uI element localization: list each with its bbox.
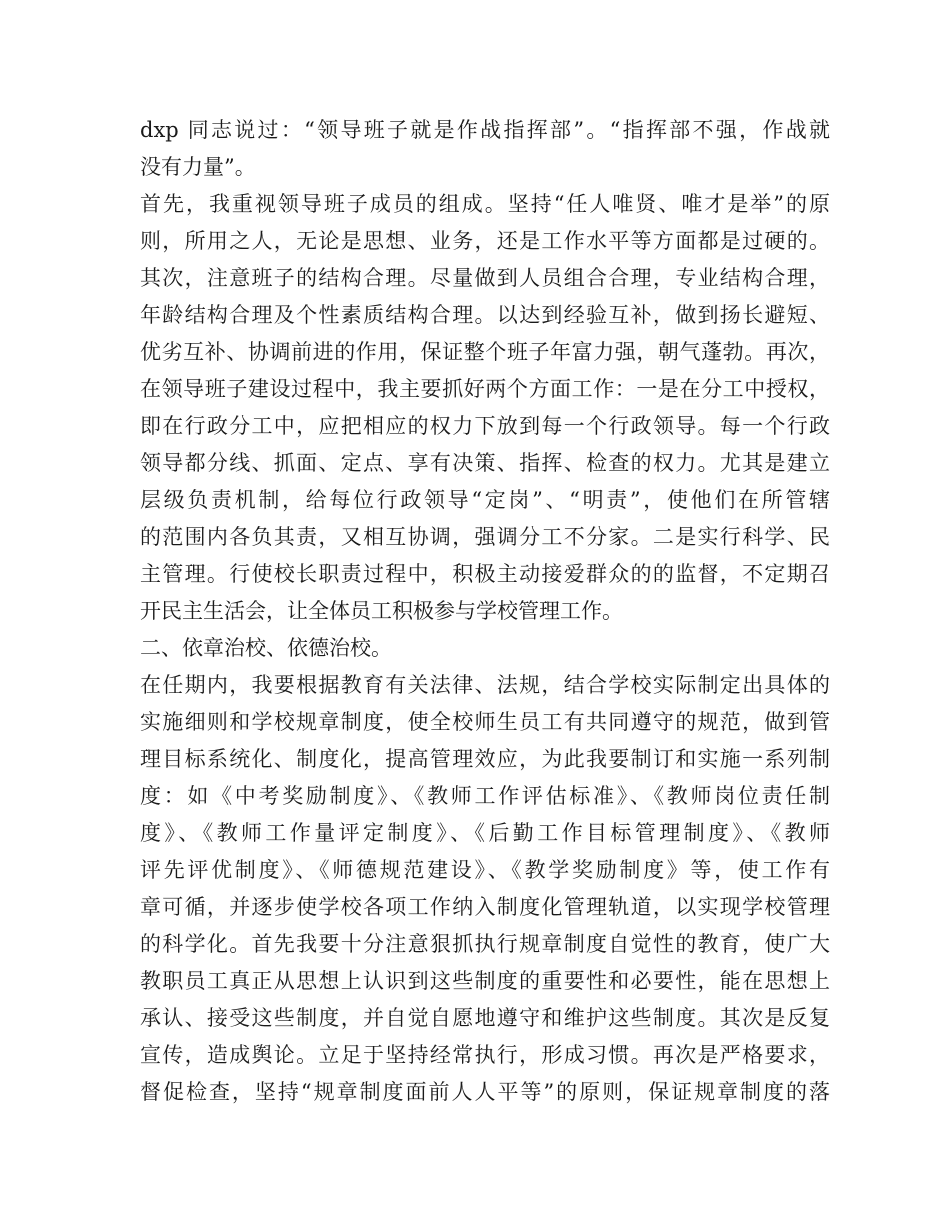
- text-line: 即在行政分工中，应把相应的权力下放到每一个行政领导。每一个行政: [140, 414, 830, 438]
- text-line: 承认、接受这些制度，并自觉自愿地遵守和维护这些制度。其次是反复: [140, 1006, 830, 1030]
- text-line: 层级负责机制，给每位行政领导“定岗”、“明责”，使他们在所管辖: [140, 488, 830, 512]
- text-line: 实施细则和学校规章制度，使全校师生员工有共同遵守的规范，做到管: [140, 710, 830, 734]
- section-heading: 二、依章治校、依德治校。: [140, 636, 392, 660]
- text-line: 领导都分线、抓面、定点、享有决策、指挥、检查的权力。尤其是建立: [140, 451, 830, 475]
- text-line: 其次，注意班子的结构合理。尽量做到人员组合合理，专业结构合理，: [140, 266, 830, 290]
- text-line: 主管理。行使校长职责过程中，积极主动接爱群众的的监督，不定期召: [140, 562, 830, 586]
- text-line: 年龄结构合理及个性素质结构合理。以达到经验互补，做到扬长避短、: [140, 303, 830, 327]
- document-body: [140, 112, 830, 1111]
- text-line: 开民主生活会，让全体员工积极参与学校管理工作。: [140, 599, 623, 623]
- text-line: 则，所用之人，无论是思想、业务，还是工作水平等方面都是过硬的。: [140, 229, 830, 253]
- text-line: 的科学化。首先我要十分注意狠抓执行规章制度自觉性的教育，使广大: [140, 932, 830, 956]
- text-line: 度：如《中考奖励制度》、《教师工作评估标准》、《教师岗位责任制: [140, 784, 830, 808]
- text-line: 没有力量”。: [140, 155, 256, 179]
- text-line: 督促检查，坚持“规章制度面前人人平等”的原则，保证规章制度的落: [140, 1080, 830, 1104]
- text-line: 在领导班子建设过程中，我主要抓好两个方面工作：一是在分工中授权，: [140, 377, 830, 401]
- text-line: 宣传，造成舆论。立足于坚持经常执行，形成习惯。再次是严格要求，: [140, 1043, 830, 1067]
- text-line: 理目标系统化、制度化，提高管理效应，为此我要制订和实施一系列制: [140, 747, 830, 771]
- text-line: 在任期内，我要根据教育有关法律、法规，结合学校实际制定出具体的: [140, 673, 830, 697]
- text-line: 度》、《教师工作量评定制度》、《后勤工作目标管理制度》、《教师: [140, 821, 830, 845]
- text-line: dxp 同志说过：“领导班子就是作战指挥部”。“指挥部不强，作战就: [140, 118, 830, 142]
- text-line: 首先，我重视领导班子成员的组成。坚持“任人唯贤、唯才是举”的原: [140, 192, 830, 216]
- text-line: 评先评优制度》、《师德规范建设》、《教学奖励制度》等，使工作有: [140, 858, 830, 882]
- text-line: 章可循，并逐步使学校各项工作纳入制度化管理轨道，以实现学校管理: [140, 895, 830, 919]
- text-line: 教职员工真正从思想上认识到这些制度的重要性和必要性，能在思想上: [140, 969, 830, 993]
- text-line: 优劣互补、协调前进的作用，保证整个班子年富力强，朝气蓬勃。再次，: [140, 340, 830, 364]
- text-line: 的范围内各负其责，又相互协调，强调分工不分家。二是实行科学、民: [140, 525, 830, 549]
